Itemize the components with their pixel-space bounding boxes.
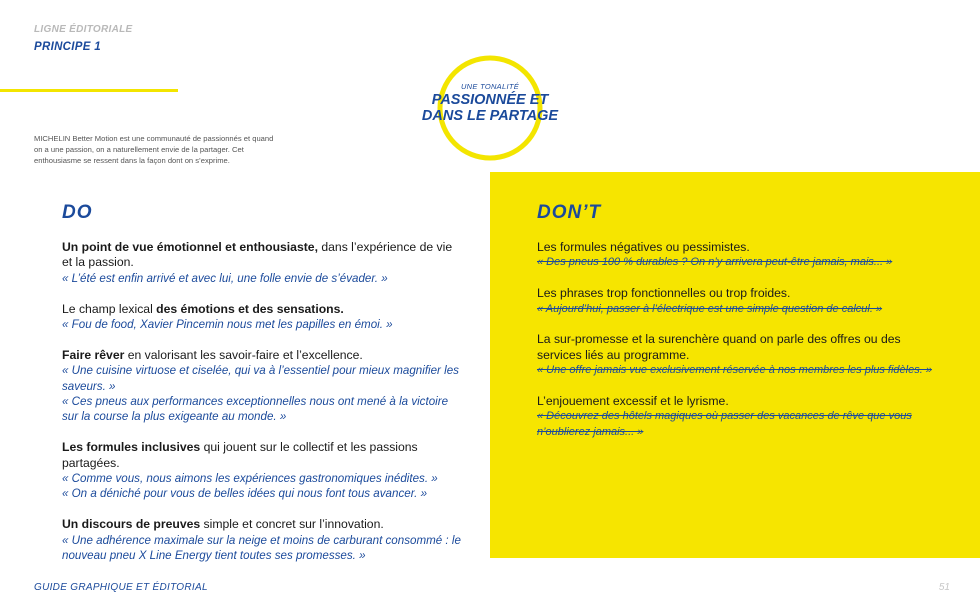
do-item-text: simple et concret sur l’innovation. (200, 517, 384, 532)
page-number: 51 (938, 582, 950, 593)
dont-item-text: Les formules négatives ou pessimistes. (537, 240, 750, 254)
dont-item-text: L’enjouement excessif et le lyrisme. (537, 394, 729, 409)
do-item-bold: Les formules inclusives (62, 440, 201, 455)
do-example: « Une cuisine virtuose et ciselée, qui va à l’essentiel pour mieux magnifier les saveurs. » (62, 364, 459, 393)
dont-example: « Aujourd’hui, passer à l’électrique est une simple question de calcul. » (537, 302, 883, 315)
do-column (62, 240, 462, 579)
do-item-bold: des émotions et des sensations. (156, 301, 344, 316)
badge-title (400, 92, 580, 124)
dont-item-functional (537, 286, 937, 317)
dont-example: « Découvrez des hôtels magiques où passer des vacances de rêve que vous n’oublierez jamais... » (537, 410, 912, 438)
do-item-text: en valorisant les savoir-faire et l’excellence. (124, 347, 363, 362)
do-item-emotional (62, 240, 462, 286)
do-item-text: qui jouent sur le collectif et les passions partagées. (62, 440, 418, 470)
badge-title-line-1: PASSIONNÉE ET (431, 92, 549, 108)
do-item-inclusive (62, 440, 462, 502)
intro-paragraph: MICHELIN Better Motion est une communauté de passionnés et quand on a une passion, on a naturellement envie de la partager. Cet enthousiasme se ressent dans la façon dont on s’exprime. (34, 134, 274, 165)
badge-subtitle: UNE TONALITÉ (460, 82, 520, 91)
dont-column (537, 240, 937, 456)
dont-example: « Une offre jamais vue exclusivement réservée à nos membres les plus fidèles. » (537, 364, 932, 377)
do-heading: DO (62, 202, 93, 223)
do-item-lexical (62, 302, 462, 333)
do-example: « On a déniché pour vous de belles idées qui nous font tous avancer. » (62, 487, 428, 501)
do-example: « Comme vous, nous aimons les expériences gastronomiques inédites. » (62, 472, 438, 486)
yellow-divider (0, 89, 178, 92)
do-item-bold: Un discours de preuves (62, 517, 201, 532)
do-item-text: Le champ lexical (62, 301, 157, 316)
do-example: « Une adhérence maximale sur la neige et moins de carburant consommé : le nouveau pneu X Line Energy tient toutes ses promesses. » (62, 533, 461, 563)
do-example: « Fou de food, Xavier Pincemin nous met les papilles en émoi. » (62, 318, 393, 332)
section-kicker: LIGNE ÉDITORIALE (34, 24, 133, 35)
dont-item-text: Les phrases trop fonctionnelles ou trop froides. (537, 286, 791, 301)
do-example: « L’été est enfin arrivé et avec lui, une folle envie de s’évader. » (62, 271, 388, 285)
dont-item-text: La sur-promesse et la surenchère quand on parle des offres ou des services liés au programme. (537, 332, 901, 362)
do-item-text: dans l’expérience de vie et la passion. (62, 240, 453, 270)
do-item-bold: Faire rêver (62, 347, 125, 362)
dont-example: « Des pneus 100 % durables ? On n’y arrivera peut-être jamais, mais... » (537, 256, 893, 269)
principle-title: PRINCIPE 1 (34, 41, 101, 53)
do-item-bold: Un point de vue émotionnel et enthousiaste, (62, 240, 318, 254)
footer-guide-title: GUIDE GRAPHIQUE ET ÉDITORIAL (34, 582, 208, 593)
do-example: « Ces pneus aux performances exceptionnelles nous ont mené à la victoire sur la course la plus exigeante au monde. » (62, 395, 449, 424)
badge-title-line-2: DANS LE PARTAGE (421, 108, 559, 124)
dont-item-lyricism (537, 394, 937, 440)
do-item-dream (62, 348, 462, 425)
dont-heading: DON’T (537, 202, 602, 223)
do-item-proof (62, 517, 462, 563)
dont-item-negative (537, 240, 937, 271)
tone-badge (410, 52, 570, 164)
dont-item-overpromise (537, 332, 937, 378)
